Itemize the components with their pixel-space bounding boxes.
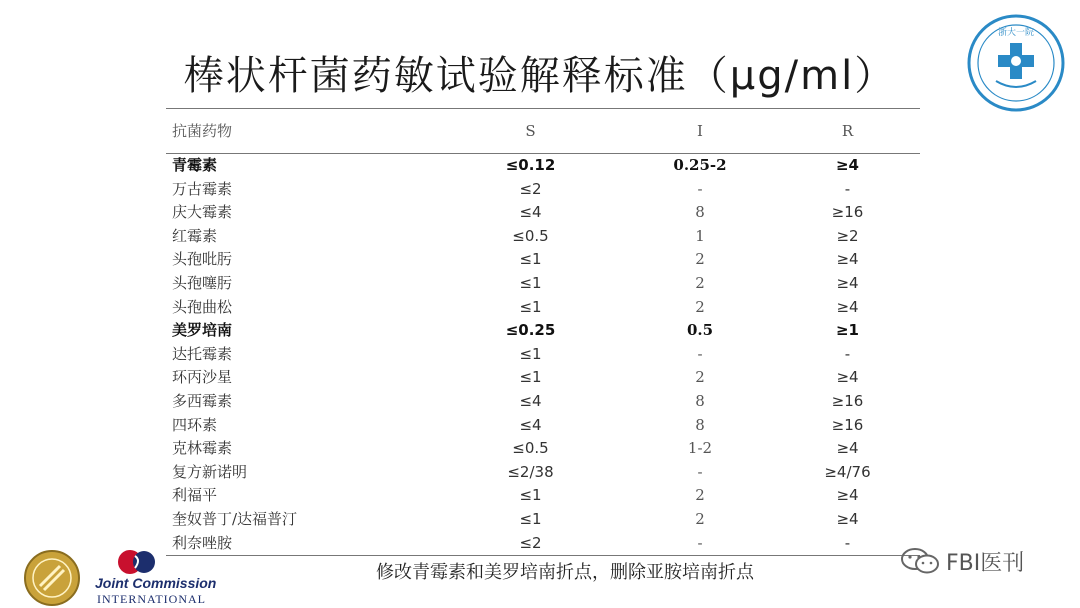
r-cell: ≥16 [831, 203, 864, 222]
r-cell: ≥4 [836, 297, 859, 316]
i-cell: - [697, 179, 703, 198]
i-cell: 8 [695, 391, 705, 410]
r-cell: ≥2 [836, 226, 859, 245]
drug-cell: 奎奴普丁/达福普汀 [172, 509, 298, 528]
s-cell: ≤0.5 [512, 439, 549, 458]
jci-name: Joint Commission [95, 575, 217, 591]
r-cell: - [844, 179, 851, 198]
drug-cell: 环丙沙星 [172, 368, 233, 387]
r-cell: ≥4 [836, 486, 859, 505]
s-cell: ≤4 [519, 391, 542, 410]
table-row [166, 201, 920, 225]
i-cell: 1-2 [687, 439, 713, 458]
table-row [166, 484, 920, 508]
r-cell: ≥4 [836, 509, 859, 528]
s-cell: ≤1 [519, 297, 542, 316]
i-cell: 2 [695, 250, 705, 269]
header-s: S [436, 109, 625, 154]
table-row [166, 272, 920, 296]
drug-cell: 多西霉素 [172, 391, 233, 410]
i-cell: 2 [695, 297, 705, 316]
i-cell: 2 [695, 486, 705, 505]
table-row [166, 437, 920, 461]
i-cell: 8 [695, 203, 705, 222]
table-row [166, 296, 920, 320]
drug-cell: 万古霉素 [172, 179, 233, 198]
table-row [166, 319, 920, 343]
table-row [166, 532, 920, 556]
r-cell: ≥4 [835, 156, 859, 174]
watermark [900, 546, 1024, 576]
r-cell: ≥4 [836, 273, 859, 292]
r-cell: ≥16 [831, 391, 864, 410]
r-cell: - [775, 532, 920, 556]
slide-title: 棒状杆菌药敏试验解释标准（μg/ml） [183, 53, 897, 99]
s-cell: ≤1 [519, 344, 542, 363]
breakpoint-table [166, 108, 920, 556]
drug-cell: 四环素 [172, 415, 218, 434]
s-cell: ≤2/38 [507, 462, 554, 481]
table-row [166, 461, 920, 485]
drug-cell: 利奈唑胺 [166, 532, 436, 556]
drug-cell: 克林霉素 [172, 439, 233, 458]
drug-cell: 头孢曲松 [172, 297, 233, 316]
s-cell: ≤1 [519, 509, 542, 528]
drug-cell: 美罗培南 [172, 321, 233, 340]
table-row [166, 366, 920, 390]
r-cell: ≥1 [835, 321, 859, 340]
i-cell: 0.25-2 [673, 156, 727, 174]
r-cell: ≥16 [831, 415, 864, 434]
drug-cell: 利福平 [172, 486, 218, 505]
r-cell: ≥4/76 [824, 462, 871, 481]
s-cell: ≤1 [519, 273, 542, 292]
i-cell: 2 [695, 368, 705, 387]
drug-cell: 头孢吡肟 [172, 250, 233, 269]
s-cell: ≤1 [519, 250, 542, 269]
drug-cell: 头孢噻肟 [172, 273, 233, 292]
i-cell: 0.5 [686, 321, 714, 340]
i-cell: 2 [695, 273, 705, 292]
header-i: I [625, 109, 775, 154]
drug-cell: 青霉素 [172, 156, 218, 174]
table-header-row [166, 109, 920, 154]
header-r: R [775, 109, 920, 154]
s-cell: ≤1 [519, 486, 542, 505]
drug-cell: 庆大霉素 [172, 203, 233, 222]
header-drug: 抗菌药物 [166, 109, 436, 154]
s-cell: ≤0.25 [505, 321, 556, 340]
s-cell: ≤0.5 [512, 226, 549, 245]
i-cell: 2 [695, 509, 705, 528]
r-cell: ≥4 [836, 368, 859, 387]
s-cell: ≤1 [519, 368, 542, 387]
s-cell: ≤2 [519, 179, 542, 198]
r-cell: ≥4 [836, 250, 859, 269]
wechat-icon [900, 547, 940, 575]
i-cell: - [697, 462, 703, 481]
i-cell: - [697, 344, 703, 363]
table-row [166, 414, 920, 438]
breakpoint-table-container [166, 108, 920, 556]
i-cell: 1 [695, 226, 705, 245]
s-cell: ≤4 [519, 415, 542, 434]
table-row [166, 390, 920, 414]
s-cell: ≤2 [436, 532, 625, 556]
r-cell: - [844, 344, 851, 363]
table-row [166, 178, 920, 202]
i-cell: - [625, 532, 775, 556]
table-row [166, 248, 920, 272]
i-cell: 8 [695, 415, 705, 434]
table-row [166, 154, 920, 178]
drug-cell: 红霉素 [172, 226, 218, 245]
table-row [166, 508, 920, 532]
drug-cell: 复方新诺明 [172, 462, 248, 481]
drug-cell: 达托霉素 [172, 344, 233, 363]
s-cell: ≤0.12 [505, 156, 556, 174]
jci-sub: INTERNATIONAL [97, 592, 206, 606]
footnote: 修改青霉素和美罗培南折点，删除亚胺培南折点 [376, 562, 754, 583]
watermark-text: FBI医刊 [946, 550, 1025, 576]
s-cell: ≤4 [519, 203, 542, 222]
hospital-seal-text: 浙大一院 [997, 28, 1035, 38]
table-row [166, 225, 920, 249]
hospital-seal-logo [966, 13, 1066, 113]
table-body [166, 154, 920, 556]
r-cell: ≥4 [836, 439, 859, 458]
table-row [166, 343, 920, 367]
